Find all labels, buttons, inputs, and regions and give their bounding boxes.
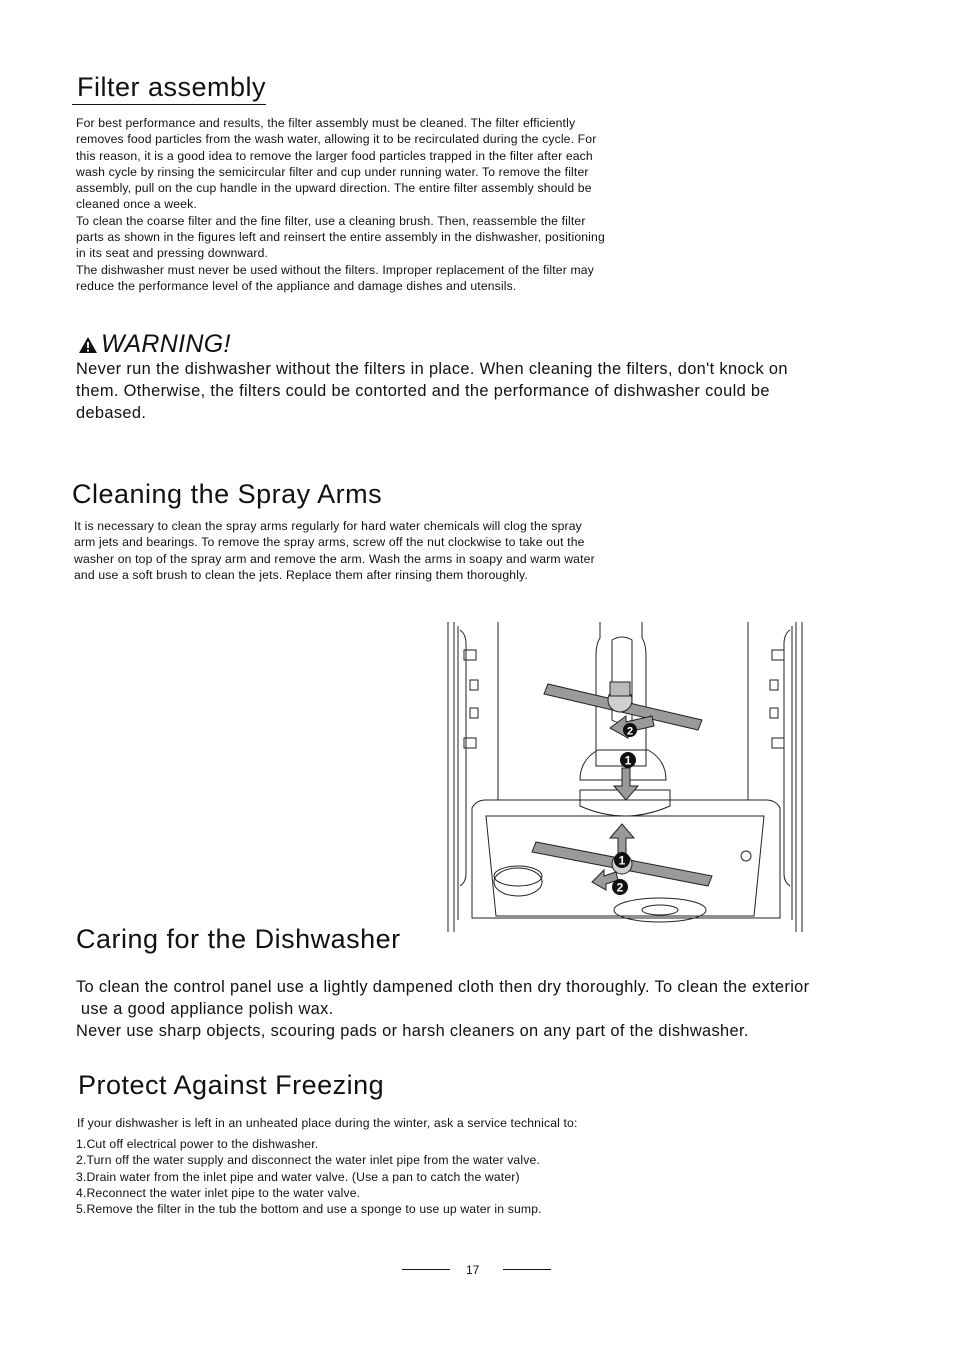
paragraph-line: The dishwasher must never be used without the filters. Improper replacement of the filter may [76,262,594,277]
paragraph-line: use a good appliance polish wax. [76,1000,334,1018]
paragraph-line: For best performance and results, the filter assembly must be cleaned. The filter efficiently [76,116,576,130]
warning-title: WARNING! [101,330,231,358]
paragraph-line: If your dishwasher is left in an unheated place during the winter, ask a service technical to: [77,1116,578,1130]
figure-label: 1 [624,753,632,768]
paragraph-line: To clean the coarse filter and the fine filter, use a cleaning brush. Then, reassemble the filter [76,213,586,228]
list-item: 3.Drain water from the inlet pipe and water valve. (Use a pan to catch the water) [76,1169,520,1184]
list-item: 5.Remove the filter in the tub the bottom and use a sponge to use up water in sump. [76,1202,542,1217]
paragraph-line: wash cycle by rinsing the semicircular filter and cup under running water. To remove the filter [76,164,589,179]
paragraph-line: cleaned once a week. [76,197,197,212]
paragraph-line: To clean the control panel use a lightly dampened cloth then dry thoroughly. To clean the exterior [76,978,810,996]
spray-arms-heading: Cleaning the Spray Arms [72,479,383,509]
page-number: 17 [466,1263,480,1277]
figure-label: 1 [618,853,626,868]
warning-heading [78,330,231,359]
list-item: 1.Cut off electrical power to the dishwasher. [76,1137,319,1151]
paragraph-line: debased. [76,404,147,422]
paragraph-line: arm jets and bearings. To remove the spray arms, screw off the nut clockwise to take out the [74,535,585,550]
paragraph-line: It is necessary to clean the spray arms regularly for hard water chemicals will clog the spray [74,519,582,533]
warning-triangle-icon [78,336,98,354]
paragraph-line: assembly, pull on the cup handle in the upward direction. The entire filter assembly should be [76,181,592,196]
paragraph-line: this reason, it is a good idea to remove the larger food particles trapped in the filter after each [76,148,593,163]
caring-heading: Caring for the Dishwasher [76,924,401,954]
paragraph-line: reduce the performance level of the appliance and damage dishes and utensils. [76,278,517,293]
figure-label: 2 [616,880,624,895]
paragraph-line: parts as shown in the figures left and reinsert the entire assembly in the dishwasher, positioning [76,230,605,245]
paragraph-line: in its seat and pressing downward. [76,246,269,261]
freezing-steps [76,1136,542,1217]
paragraph-line: them. Otherwise, the filters could be contorted and the performance of dishwasher could be [76,382,770,400]
footer-rule-right [503,1269,551,1270]
paragraph-line: Never use sharp objects, scouring pads or harsh cleaners on any part of the dishwasher. [76,1022,749,1040]
freezing-intro [77,1115,578,1131]
paragraph-line: Never run the dishwasher without the filters in place. When cleaning the filters, don't knock on [76,360,788,378]
list-item: 4.Reconnect the water inlet pipe to the water valve. [76,1185,361,1200]
footer-rule-left [402,1269,450,1270]
freezing-heading: Protect Against Freezing [78,1070,385,1100]
paragraph-line: and use a soft brush to clean the jets. Replace them after rinsing them thoroughly. [74,567,528,582]
caring-text [76,976,809,1042]
filter-assembly-text [76,115,605,294]
warning-text [76,358,788,424]
filter-assembly-heading: Filter assembly [72,72,266,105]
paragraph-line: washer on top of the spray arm and remove the arm. Wash the arms in soapy and warm water [74,551,595,566]
spray-arms-text [74,518,595,583]
paragraph-line: removes food particles from the wash water, allowing it to be recirculated during the cycle. For [76,132,597,147]
spray-arm-illustration [440,620,810,936]
figure-label: 2 [626,725,634,738]
list-item: 2.Turn off the water supply and disconnect the water inlet pipe from the water valve. [76,1153,540,1168]
